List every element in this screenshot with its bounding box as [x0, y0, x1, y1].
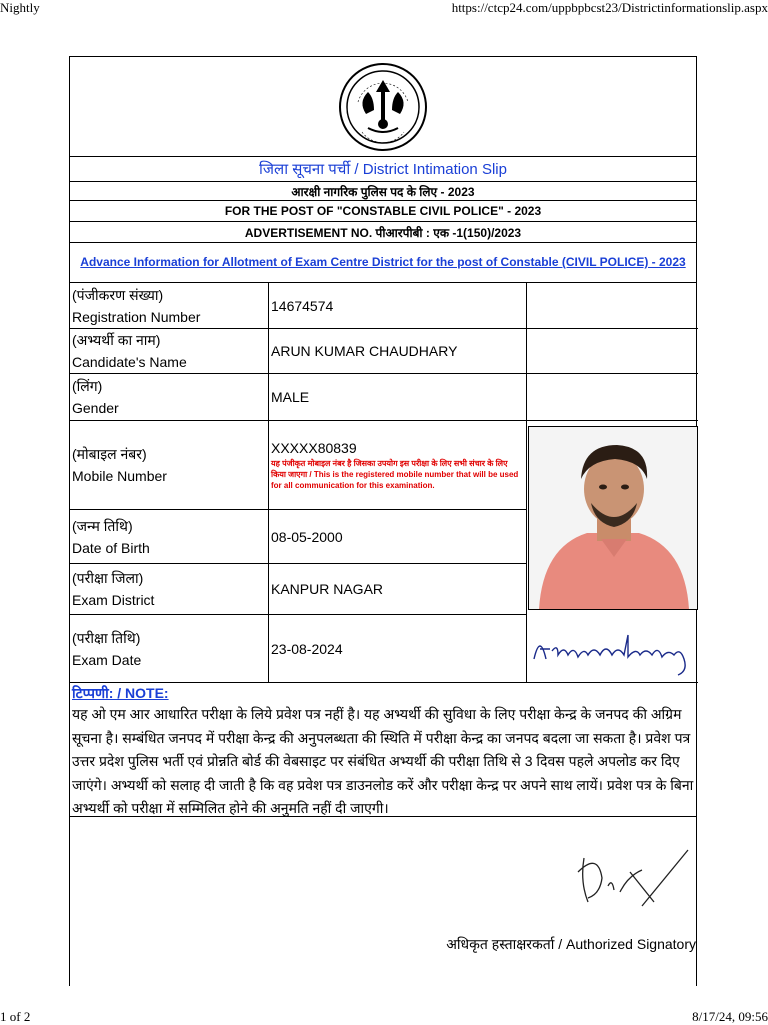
gender-label [70, 374, 269, 421]
candidate-photo-icon [529, 427, 697, 609]
gender-row [70, 374, 698, 421]
dob-value: 08-05-2000 [269, 510, 526, 564]
registration-right-cell [526, 283, 698, 329]
authorized-signatory-label: अधिकृत हस्ताक्षरकर्ता / Authorized Signatory [446, 936, 696, 952]
browser-name: Nightly [0, 0, 40, 15]
exam-date-label [70, 615, 269, 683]
page-number: 1 of 2 [0, 1009, 31, 1024]
mobile-label [70, 421, 269, 510]
exam-date-label-hindi: (परीक्षा तिथि) [72, 629, 141, 646]
candidate-name-label [70, 329, 269, 374]
registration-value: 14674574 [269, 283, 526, 329]
logo-row [70, 57, 696, 157]
registration-row [70, 283, 698, 329]
post-english: FOR THE POST OF "CONSTABLE CIVIL POLICE" - 2023 [70, 201, 696, 222]
slip-title: जिला सूचना पर्ची / District Intimation Slip [70, 157, 696, 182]
mobile-note: यह पंजीकृत मोबाइल नंबर है जिसका उपयोग इस परीक्षा के लिए सभी संचार के लिए किया जाएगा / This is the registered mobile number that will be used for all communication for this examination. [271, 458, 519, 490]
signatory-section [70, 817, 696, 987]
mobile-label-english: Mobile Number [72, 468, 167, 484]
note-body: यह ओ एम आर आधारित परीक्षा के लिये प्रवेश पत्र नहीं है। यह अभ्यर्थी की सुविधा के लिए परीक्षा केन्द्र के जनपद की अग्रिम सूचना है। सम्बंधित जनपद में परीक्षा केन्द्र की अनुपलब्धता की स्थिति में परीक्षा केन्द्र का जनपद बदला जा सकता है। प्रवेश पत्र उत्तर प्रदेश पुलिस भर्ती एवं प्रोन्नति बोर्ड की वेबसाइट पर संबंधित अभ्यर्थी की परीक्षा तिथि से 3 दिवस पहले अपलोड कर दिए जाएंगे। अभ्यर्थी को सलाह दी जाती है कि वह प्रवेश पत्र डाउनलोड करें और परीक्षा केन्द्र पर अपने साथ लायें। प्रवेश पत्र के बिना अभ्यर्थी को परीक्षा में सम्मिलित होने की अनुमति नहीं दी जाएगी। [72, 706, 694, 816]
candidate-name-row [70, 329, 698, 374]
exam-date-label-english: Exam Date [72, 651, 142, 668]
dob-label [70, 510, 269, 564]
page-url[interactable]: https://ctcp24.com/uppbpbcst23/Districtinformationslip.aspx [451, 0, 768, 15]
gender-value: MALE [269, 374, 526, 421]
dob-label-english: Date of Birth [72, 539, 150, 556]
advertisement-number: ADVERTISEMENT NO. पीआरपीबी : एक -1(150)/2023 [70, 222, 696, 243]
exam-district-label [70, 564, 269, 615]
registration-label [70, 283, 269, 329]
note-section [70, 683, 696, 817]
gender-right-cell [526, 374, 698, 421]
board-emblem-icon [338, 62, 428, 152]
advance-info-link[interactable]: Advance Information for Allotment of Exam Centre District for the post of Constable (CIVIL POLICE) - 2023 [70, 243, 696, 283]
exam-district-label-english: Exam District [72, 592, 155, 608]
exam-district-value: KANPUR NAGAR [269, 564, 526, 615]
mobile-value: XXXXX80839 [271, 439, 357, 456]
candidate-photo [528, 426, 698, 610]
candidate-signature-icon [528, 615, 698, 681]
print-datetime: 8/17/24, 09:56 [692, 1009, 768, 1024]
candidate-name-label-hindi: (अभ्यर्थी का नाम) [72, 332, 161, 348]
authorized-signature-icon [558, 832, 690, 932]
exam-date-value: 23-08-2024 [269, 615, 526, 683]
mobile-value-cell [269, 421, 526, 510]
dob-label-hindi: (जन्म तिथि) [72, 517, 133, 534]
mobile-label-hindi: (मोबाइल नंबर) [72, 446, 147, 462]
intimation-slip [69, 56, 697, 986]
registration-label-english: Registration Number [72, 308, 201, 325]
candidate-name-right-cell [526, 329, 698, 374]
candidate-name-label-english: Candidate's Name [72, 354, 187, 370]
gender-label-english: Gender [72, 400, 119, 416]
gender-label-hindi: (लिंग) [72, 378, 103, 394]
candidate-name-value: ARUN KUMAR CHAUDHARY [269, 329, 526, 374]
note-heading: टिप्पणी: / NOTE: [72, 685, 169, 701]
registration-label-hindi: (पंजीकरण संख्या) [72, 286, 164, 303]
exam-district-label-hindi: (परीक्षा जिला) [72, 570, 144, 586]
candidate-signature [528, 615, 698, 681]
post-hindi: आरक्षी नागरिक पुलिस पद के लिए - 2023 [70, 182, 696, 201]
